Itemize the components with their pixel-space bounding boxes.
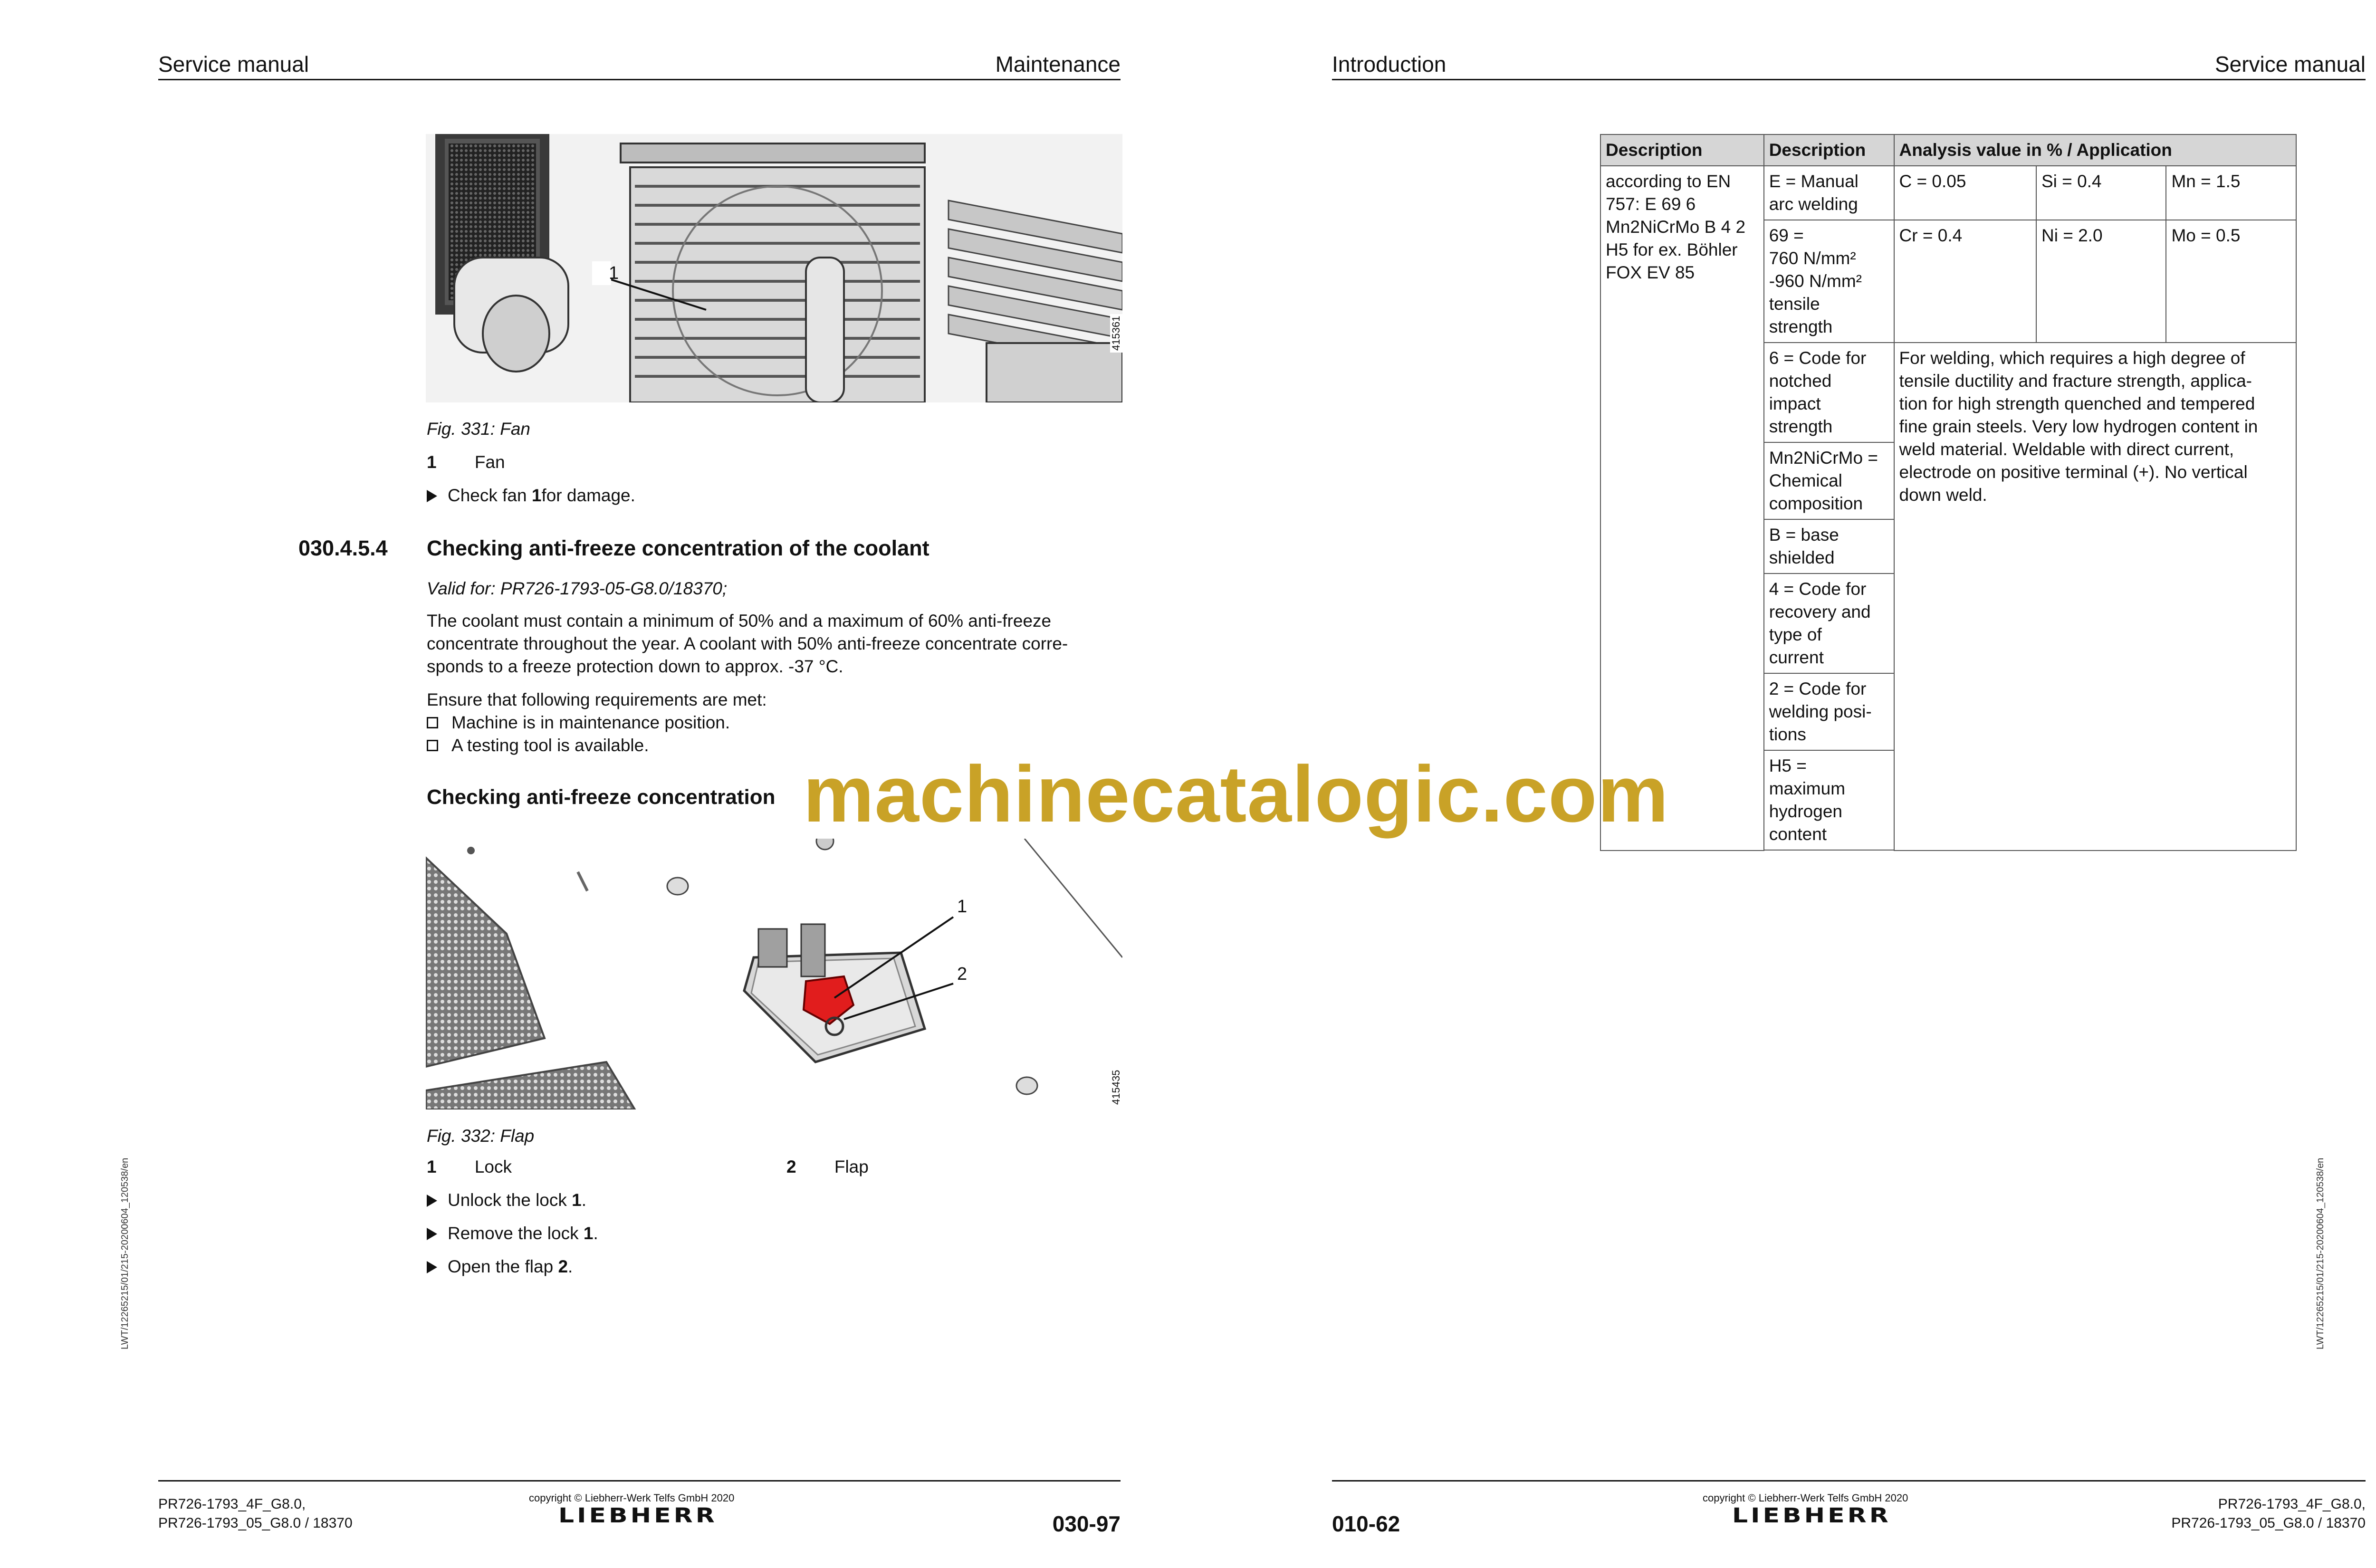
- header-left-title: Service manual: [158, 52, 309, 76]
- legend-row: [427, 452, 505, 472]
- step-text: Remove the lock: [448, 1224, 579, 1243]
- cell-line: FOX EV 85: [1606, 263, 1695, 282]
- checkbox-icon: [427, 740, 438, 751]
- analysis-value-cell: Ni = 2.0: [2036, 220, 2166, 343]
- step-text: Check fan: [448, 486, 527, 505]
- step-ref: 1: [531, 486, 542, 505]
- cell-line: according to EN: [1606, 172, 1731, 191]
- legend-row: [427, 1157, 512, 1177]
- callout-lock: 1: [957, 897, 968, 917]
- table-header-cell: Analysis value in % / Application: [1894, 134, 2296, 166]
- header-right-title: Maintenance: [995, 52, 1121, 76]
- step-ref: 1: [583, 1224, 594, 1243]
- code-description-cell: [1764, 166, 1894, 220]
- table-header-row: [1600, 134, 2296, 166]
- cell-line: For welding, which requires a high degree of: [1899, 348, 2245, 368]
- requirement-item: [427, 736, 649, 755]
- watermark-text: machinecatalogic.com: [803, 749, 1669, 839]
- analysis-value-cell: Mo = 0.5: [2166, 220, 2296, 343]
- paragraph-line: concentrate throughout the year. A coolant with 50% anti-freeze concentrate corre-: [427, 634, 1068, 653]
- code-description-cell: [1764, 673, 1894, 750]
- cell-line: down weld.: [1899, 485, 1987, 505]
- copyright-notice: copyright © Liebherr-Werk Telfs GmbH 2020: [529, 1492, 735, 1504]
- liebherr-logo: LIEBHERR: [558, 1504, 718, 1528]
- table-header-cell: Description: [1600, 134, 1764, 166]
- cell-line: maximum: [1769, 779, 1846, 798]
- step-text-end: .: [593, 1224, 598, 1243]
- cell-line: tion for high strength quenched and tempered: [1899, 394, 2255, 413]
- page-number: 010-62: [1332, 1511, 1400, 1536]
- cell-line: arc welding: [1769, 194, 1858, 214]
- figure-caption: Fig. 331: Fan: [427, 419, 531, 439]
- cell-line: type of: [1769, 625, 1822, 644]
- analysis-value-cell: Si = 0.4: [2036, 166, 2166, 220]
- analysis-value-cell: Cr = 0.4: [1894, 220, 2036, 343]
- electrode-designation-cell: [1600, 166, 1764, 851]
- header-right-title: Service manual: [2214, 52, 2366, 76]
- cell-line: fine grain steels. Very low hydrogen content in: [1899, 417, 2258, 436]
- cell-line: 6 = Code for: [1769, 348, 1867, 368]
- step-text: Open the flap: [448, 1257, 554, 1276]
- arrow-icon: [427, 1228, 437, 1240]
- flap-illustration: [426, 839, 1122, 1109]
- cell-line: hydrogen: [1769, 802, 1842, 821]
- footer-model: [158, 1495, 353, 1533]
- code-description-cell: [1764, 750, 1894, 850]
- step-text: Unlock the lock: [448, 1190, 567, 1210]
- footer-model: [2171, 1495, 2366, 1533]
- callout-flap: 2: [957, 964, 968, 984]
- requirement-item: [427, 713, 730, 733]
- cell-line: 757: E 69 6: [1606, 194, 1696, 214]
- requirement-text: Machine is in maintenance position.: [451, 713, 730, 732]
- application-cell: [1894, 343, 2296, 851]
- cell-line: notched: [1769, 371, 1832, 391]
- cell-line: strength: [1769, 317, 1833, 336]
- section-title: Checking anti-freeze concentration of the coolant: [427, 536, 929, 560]
- step-ref: 2: [558, 1257, 568, 1276]
- document-side-code: LWT/12265215/01/215-20200604_120538/en: [120, 1157, 130, 1349]
- cell-line: weld material. Weldable with direct current,: [1899, 440, 2234, 459]
- page-number: 030-97: [1052, 1511, 1121, 1536]
- cell-line: recovery and: [1769, 602, 1871, 621]
- code-description-cell: [1764, 343, 1894, 442]
- cell-line: current: [1769, 648, 1824, 667]
- cell-line: Mn2NiCrMo =: [1769, 448, 1878, 468]
- checkbox-icon: [427, 717, 438, 728]
- cell-line: welding posi-: [1769, 702, 1872, 721]
- cell-line: strength: [1769, 417, 1833, 436]
- fan-figure: [426, 134, 1122, 402]
- footer-rule: [1332, 1480, 2366, 1482]
- figure-id-code: 415435: [1110, 1070, 1122, 1105]
- table-row: [1600, 166, 2296, 220]
- cell-line: impact: [1769, 394, 1821, 413]
- cell-line: content: [1769, 824, 1827, 844]
- cell-line: Chemical: [1769, 471, 1842, 490]
- table-header-cell: Description: [1764, 134, 1894, 166]
- instruction-step: [427, 1224, 598, 1243]
- legend-label: Lock: [474, 1157, 512, 1176]
- cell-line: H5 =: [1769, 756, 1807, 775]
- coolant-paragraph: [427, 610, 1068, 678]
- cell-line: Mn2NiCrMo B 4 2: [1606, 217, 1746, 237]
- callout-number: 1: [609, 263, 619, 283]
- instruction-step: [427, 1190, 586, 1210]
- figure-caption: Fig. 332: Flap: [427, 1126, 535, 1146]
- cell-line: 760 N/mm²: [1769, 249, 1856, 268]
- cell-line: tions: [1769, 725, 1806, 744]
- instruction-step: [427, 486, 635, 506]
- cell-line: -960 N/mm²: [1769, 271, 1862, 291]
- welding-electrode-table: [1600, 134, 2297, 851]
- valid-for-note: Valid for: PR726-1793-05-G8.0/18370;: [427, 579, 728, 598]
- legend-number: 1: [427, 452, 437, 472]
- subheading: Checking anti-freeze concentration: [427, 785, 776, 809]
- cell-line: tensile ductility and fracture strength, applica-: [1899, 371, 2252, 391]
- requirements-intro: Ensure that following requirements are met:: [427, 690, 767, 709]
- fan-illustration: [426, 134, 1122, 402]
- cell-line: B = base: [1769, 525, 1839, 545]
- liebherr-logo: LIEBHERR: [1732, 1504, 1891, 1528]
- header-left-title: Introduction: [1332, 52, 1447, 76]
- arrow-icon: [427, 1195, 437, 1207]
- legend-number: 2: [786, 1157, 796, 1176]
- analysis-value-cell: Mn = 1.5: [2166, 166, 2296, 220]
- requirement-text: A testing tool is available.: [451, 736, 649, 755]
- paragraph-line: The coolant must contain a minimum of 50% and a maximum of 60% anti-freeze: [427, 611, 1052, 631]
- cell-line: tensile: [1769, 294, 1820, 314]
- section-number: 030.4.5.4: [298, 536, 388, 560]
- code-description-cell: [1764, 220, 1894, 343]
- arrow-icon: [427, 1261, 437, 1273]
- cell-line: H5 for ex. Böhler: [1606, 240, 1738, 259]
- instruction-step: [427, 1257, 573, 1277]
- cell-line: E = Manual: [1769, 172, 1859, 191]
- legend-number: 1: [427, 1157, 437, 1176]
- step-ref: 1: [572, 1190, 582, 1210]
- flap-figure: [426, 839, 1122, 1109]
- footer-model-line: PR726-1793_05_G8.0 / 18370: [2171, 1515, 2366, 1531]
- legend-label: Flap: [834, 1157, 869, 1176]
- cell-line: electrode on positive terminal (+). No vertical: [1899, 462, 2248, 482]
- step-text-end: for damage.: [541, 486, 635, 505]
- footer-model-line: PR726-1793_05_G8.0 / 18370: [158, 1515, 353, 1531]
- footer-model-line: PR726-1793_4F_G8.0,: [2218, 1496, 2366, 1512]
- cell-line: 69 =: [1769, 226, 1804, 245]
- document-side-code: LWT/12265215/01/215-20200604_120538/en: [2315, 1157, 2326, 1349]
- header-rule: [158, 79, 1121, 80]
- analysis-value-cell: C = 0.05: [1894, 166, 2036, 220]
- footer-rule: [158, 1480, 1121, 1482]
- paragraph-line: sponds to a freeze protection down to approx. -37 °C.: [427, 657, 843, 676]
- cell-line: shielded: [1769, 548, 1835, 567]
- cell-line: 4 = Code for: [1769, 579, 1867, 599]
- legend-row: [786, 1157, 869, 1177]
- step-text-end: .: [581, 1190, 587, 1210]
- footer-model-line: PR726-1793_4F_G8.0,: [158, 1496, 306, 1512]
- legend-label: Fan: [474, 452, 505, 472]
- figure-id-code: 415361: [1110, 314, 1122, 353]
- code-description-cell: [1764, 519, 1894, 574]
- header-rule: [1332, 79, 2366, 80]
- cell-line: composition: [1769, 494, 1863, 513]
- arrow-icon: [427, 490, 437, 502]
- copyright-notice: copyright © Liebherr-Werk Telfs GmbH 2020: [1703, 1492, 1908, 1504]
- step-text-end: .: [568, 1257, 573, 1276]
- code-description-cell: [1764, 442, 1894, 519]
- cell-line: 2 = Code for: [1769, 679, 1867, 698]
- code-description-cell: [1764, 574, 1894, 673]
